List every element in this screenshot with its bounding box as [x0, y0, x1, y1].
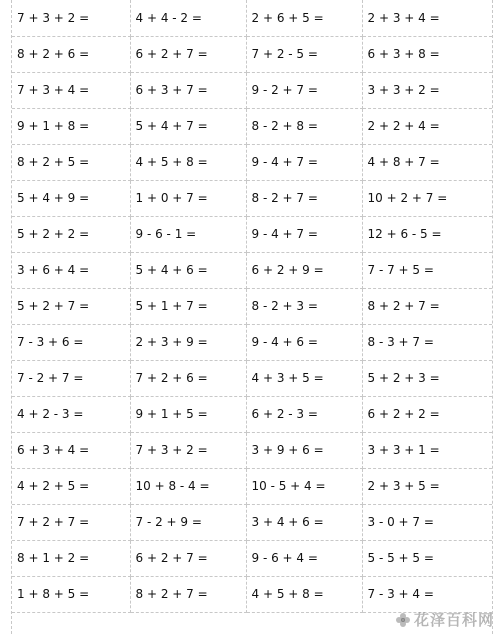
arithmetic-table-body	[12, 0, 492, 612]
equation-cell: 5 + 1 + 7 =	[130, 288, 246, 324]
equation-cell: 7 - 2 + 7 =	[12, 360, 130, 396]
equation-cell: 1 + 0 + 7 =	[130, 180, 246, 216]
equation-cell: 7 + 2 - 5 =	[246, 36, 362, 72]
table-row	[12, 432, 492, 468]
table-row	[12, 36, 492, 72]
equation-cell: 7 - 3 + 4 =	[362, 576, 492, 612]
equation-cell: 4 + 8 + 7 =	[362, 144, 492, 180]
equation-cell: 5 + 2 + 2 =	[12, 216, 130, 252]
equation-cell: 3 + 4 + 6 =	[246, 504, 362, 540]
table-row	[12, 72, 492, 108]
equation-cell: 7 - 3 + 6 =	[12, 324, 130, 360]
equation-cell: 7 + 3 + 2 =	[130, 432, 246, 468]
equation-cell: 4 + 2 + 5 =	[12, 468, 130, 504]
equation-cell: 5 + 4 + 6 =	[130, 252, 246, 288]
table-row	[12, 144, 492, 180]
equation-cell: 1 + 8 + 5 =	[12, 576, 130, 612]
equation-cell: 4 + 5 + 8 =	[130, 144, 246, 180]
watermark-text: 花泽百科网	[413, 611, 494, 629]
table-row	[12, 540, 492, 576]
equation-cell: 6 + 2 + 7 =	[130, 540, 246, 576]
equation-cell: 8 + 2 + 5 =	[12, 144, 130, 180]
equation-cell: 2 + 3 + 5 =	[362, 468, 492, 504]
equation-cell: 8 - 2 + 3 =	[246, 288, 362, 324]
table-row	[12, 396, 492, 432]
arithmetic-table	[12, 0, 492, 613]
equation-cell: 8 + 2 + 7 =	[130, 576, 246, 612]
equation-cell: 9 - 2 + 7 =	[246, 72, 362, 108]
equation-cell: 8 + 2 + 7 =	[362, 288, 492, 324]
equation-cell: 6 + 2 - 3 =	[246, 396, 362, 432]
equation-cell: 8 + 1 + 2 =	[12, 540, 130, 576]
equation-cell: 4 + 2 - 3 =	[12, 396, 130, 432]
equation-cell: 8 - 2 + 7 =	[246, 180, 362, 216]
equation-cell: 9 - 6 + 4 =	[246, 540, 362, 576]
equation-cell: 6 + 2 + 2 =	[362, 396, 492, 432]
equation-cell: 4 + 3 + 5 =	[246, 360, 362, 396]
equation-cell: 10 + 2 + 7 =	[362, 180, 492, 216]
table-row	[12, 324, 492, 360]
equation-cell: 9 - 6 - 1 =	[130, 216, 246, 252]
equation-cell: 6 + 2 + 9 =	[246, 252, 362, 288]
equation-cell: 5 - 5 + 5 =	[362, 540, 492, 576]
equation-cell: 7 + 3 + 2 =	[12, 0, 130, 36]
equation-cell: 6 + 3 + 8 =	[362, 36, 492, 72]
table-row	[12, 180, 492, 216]
equation-cell: 2 + 3 + 9 =	[130, 324, 246, 360]
equation-cell: 9 - 4 + 7 =	[246, 144, 362, 180]
table-row	[12, 216, 492, 252]
equation-cell: 9 - 4 + 7 =	[246, 216, 362, 252]
equation-cell: 2 + 2 + 4 =	[362, 108, 492, 144]
equation-cell: 7 + 2 + 6 =	[130, 360, 246, 396]
table-row	[12, 252, 492, 288]
equation-cell: 4 + 5 + 8 =	[246, 576, 362, 612]
equation-cell: 3 + 3 + 1 =	[362, 432, 492, 468]
equation-cell: 12 + 6 - 5 =	[362, 216, 492, 252]
equation-cell: 9 + 1 + 5 =	[130, 396, 246, 432]
equation-cell: 3 - 0 + 7 =	[362, 504, 492, 540]
equation-cell: 6 + 3 + 7 =	[130, 72, 246, 108]
table-row	[12, 576, 492, 612]
equation-cell: 10 + 8 - 4 =	[130, 468, 246, 504]
equation-cell: 8 + 2 + 6 =	[12, 36, 130, 72]
equation-cell: 9 - 4 + 6 =	[246, 324, 362, 360]
equation-cell: 9 + 1 + 8 =	[12, 108, 130, 144]
equation-cell: 5 + 2 + 7 =	[12, 288, 130, 324]
equation-cell: 7 + 3 + 4 =	[12, 72, 130, 108]
table-row	[12, 0, 492, 36]
equation-cell: 7 - 2 + 9 =	[130, 504, 246, 540]
equation-cell: 4 + 4 - 2 =	[130, 0, 246, 36]
worksheet	[11, 0, 493, 634]
equation-cell: 3 + 3 + 2 =	[362, 72, 492, 108]
table-row	[12, 108, 492, 144]
equation-cell: 7 + 2 + 7 =	[12, 504, 130, 540]
table-row	[12, 468, 492, 504]
equation-cell: 6 + 2 + 7 =	[130, 36, 246, 72]
equation-cell: 8 - 2 + 8 =	[246, 108, 362, 144]
table-row	[12, 504, 492, 540]
equation-cell: 5 + 2 + 3 =	[362, 360, 492, 396]
equation-cell: 8 - 3 + 7 =	[362, 324, 492, 360]
equation-cell: 6 + 3 + 4 =	[12, 432, 130, 468]
table-row	[12, 360, 492, 396]
equation-cell: 5 + 4 + 9 =	[12, 180, 130, 216]
equation-cell: 2 + 6 + 5 =	[246, 0, 362, 36]
equation-cell: 5 + 4 + 7 =	[130, 108, 246, 144]
equation-cell: 10 - 5 + 4 =	[246, 468, 362, 504]
equation-cell: 3 + 9 + 6 =	[246, 432, 362, 468]
equation-cell: 7 - 7 + 5 =	[362, 252, 492, 288]
table-row	[12, 288, 492, 324]
equation-cell: 2 + 3 + 4 =	[362, 0, 492, 36]
equation-cell: 3 + 6 + 4 =	[12, 252, 130, 288]
